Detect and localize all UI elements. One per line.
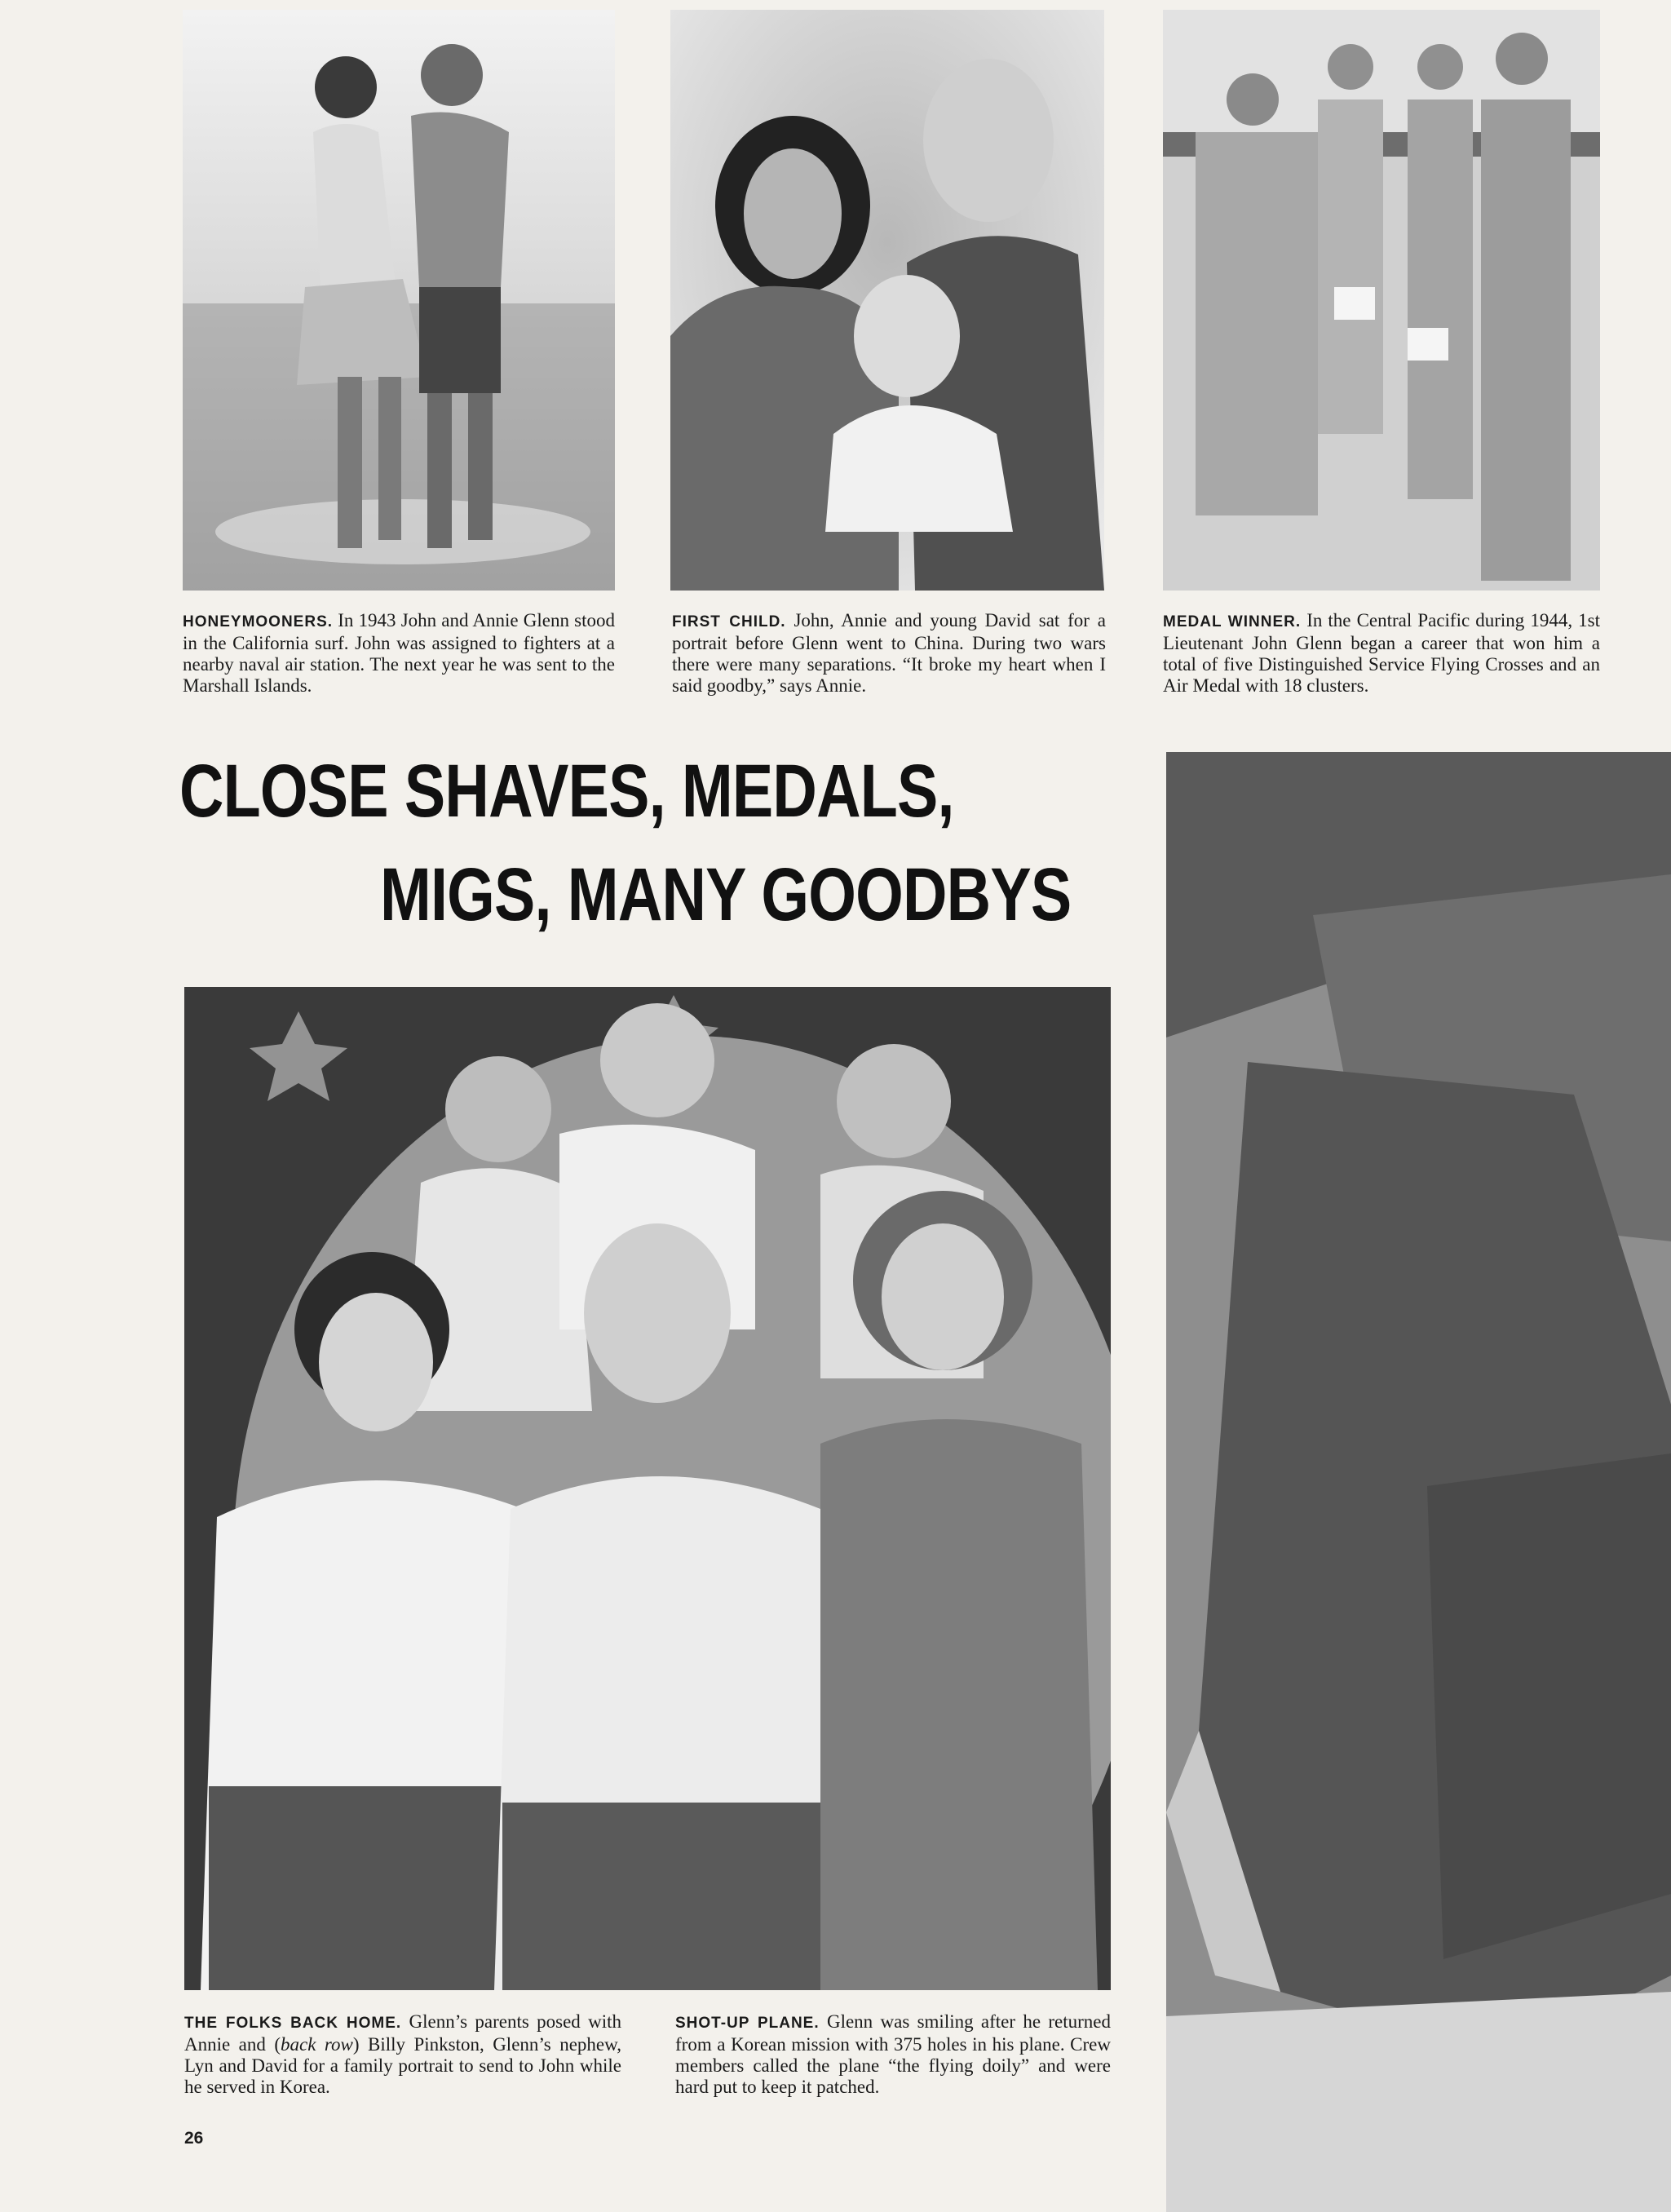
caption-text: In 1943 John and Annie Glenn stood in the California surf. John was assigned to fighters at a nearby naval air station. The next year he was sent to the Marshall Islands.: [183, 610, 616, 696]
caption-lead: THE FOLKS BACK HOME.: [184, 2015, 402, 2032]
shot-up-plane-caption: [675, 2011, 1111, 2098]
caption-lead: MEDAL WINNER.: [1163, 613, 1302, 630]
honeymooners-photo: [183, 10, 615, 591]
folks-back-home-caption: [184, 2011, 621, 2098]
caption-text: In the Central Pacific during 1944, 1st Lieutenant John Glenn began a career that won him a total of five Distinguished Service Flying Crosses and an Air Medal with 18 clusters.: [1163, 610, 1601, 696]
headline-line-1: CLOSE SHAVES, MEDALS,: [179, 750, 954, 833]
caption-text: Glenn’s parents posed with Annie and (: [184, 2011, 622, 2055]
page-number: 26: [184, 2129, 204, 2148]
caption-text: Glenn was smiling after he returned from a Korean mission with 375 holes in his plane. Crew members called the plane “the flying doily” and were hard put to keep it patched.: [675, 2011, 1112, 2097]
first-child-portrait-photo: [670, 10, 1104, 591]
first-child-caption: [672, 610, 1106, 697]
caption-lead: FIRST CHILD.: [672, 613, 786, 630]
caption-lead: SHOT-UP PLANE.: [675, 2015, 820, 2032]
medal-winner-caption: [1163, 610, 1600, 697]
folks-back-home-photo: [184, 987, 1111, 1990]
caption-text: John, Annie and young David sat for a portrait before Glenn went to China. During two wars there were many separations. “It broke my heart when I said goodby,” says Annie.: [672, 610, 1107, 696]
honeymooners-caption: [183, 610, 615, 697]
headline-line-2: MIGS, MANY GOODBYS: [380, 853, 1072, 936]
shot-up-plane-photo: [1166, 752, 1671, 2212]
medal-winner-photo: [1163, 10, 1600, 591]
caption-italic: back row: [281, 2034, 353, 2055]
caption-text-continued: ) Billy Pinkston, Glenn’s nephew, Lyn and David for a family portrait to send to John while he served in Korea.: [184, 2034, 621, 2097]
caption-lead: HONEYMOONERS.: [183, 613, 334, 630]
